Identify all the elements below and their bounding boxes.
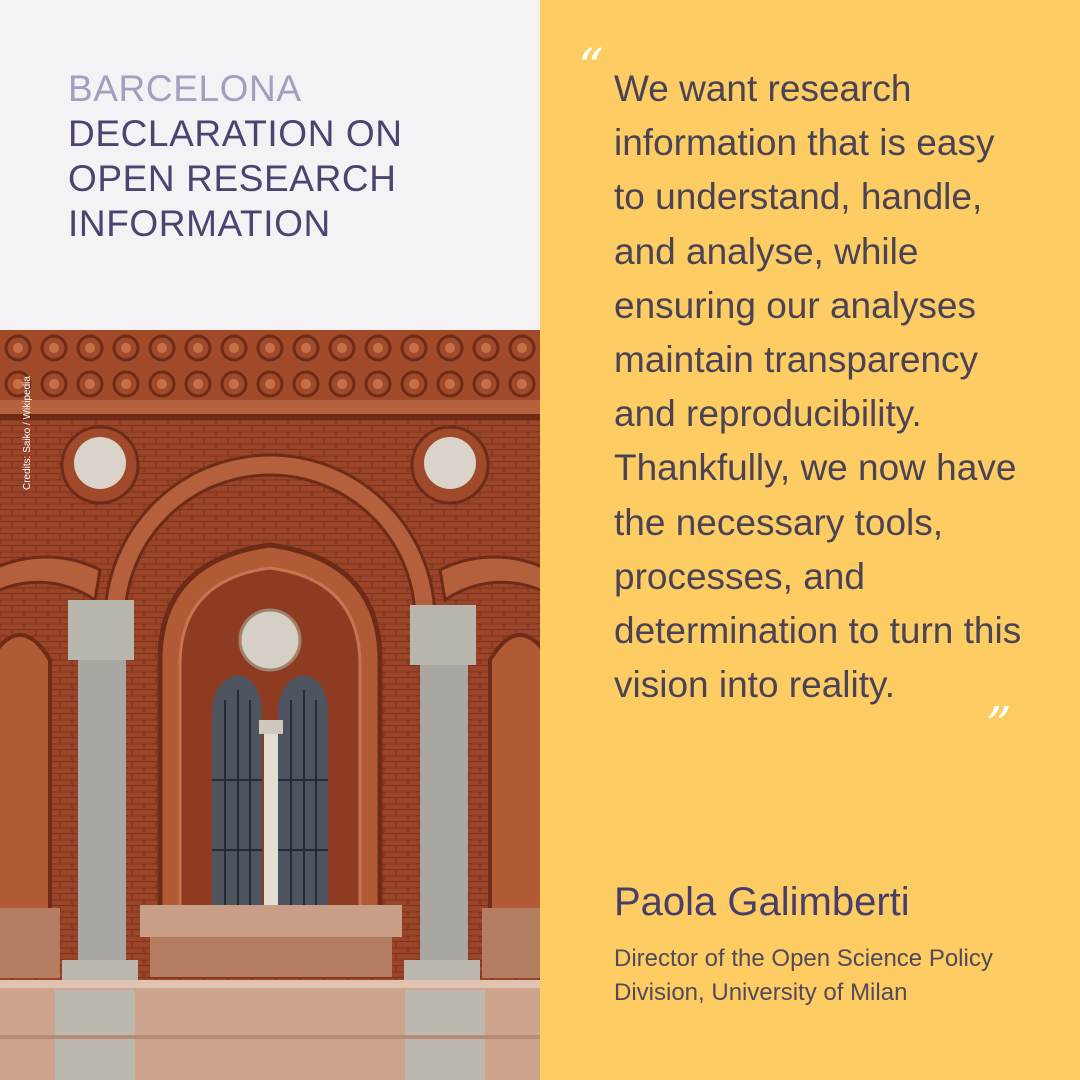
title-line-2: DECLARATION ON — [68, 113, 403, 154]
title-line-1: BARCELONA — [68, 68, 302, 109]
window-sill — [140, 905, 402, 937]
photo-credit: Credits: Saiko / Wikipedia — [22, 376, 33, 490]
author-role: Director of the Open Science Policy Division, University of Milan — [614, 945, 993, 1006]
frieze — [0, 330, 540, 400]
building-photo — [0, 330, 540, 1080]
title-line-4: INFORMATION — [68, 203, 331, 244]
quote-text: We want research information that is easy to understand, handle, and analyse, while ensuring our analyses maintain transparency and reproducibility. Thankfully, we now have the necessary tools, processes, and determination to turn this vision into reality. — [614, 68, 1022, 706]
page-title — [68, 66, 403, 246]
facade-illustration — [0, 330, 540, 1080]
open-quote-icon: “ — [578, 38, 604, 96]
title-panel — [0, 0, 540, 330]
close-quote-icon: ” — [986, 696, 1012, 754]
title-line-3: OPEN RESEARCH — [68, 158, 397, 199]
author-name: Paola Galimberti — [614, 880, 910, 924]
